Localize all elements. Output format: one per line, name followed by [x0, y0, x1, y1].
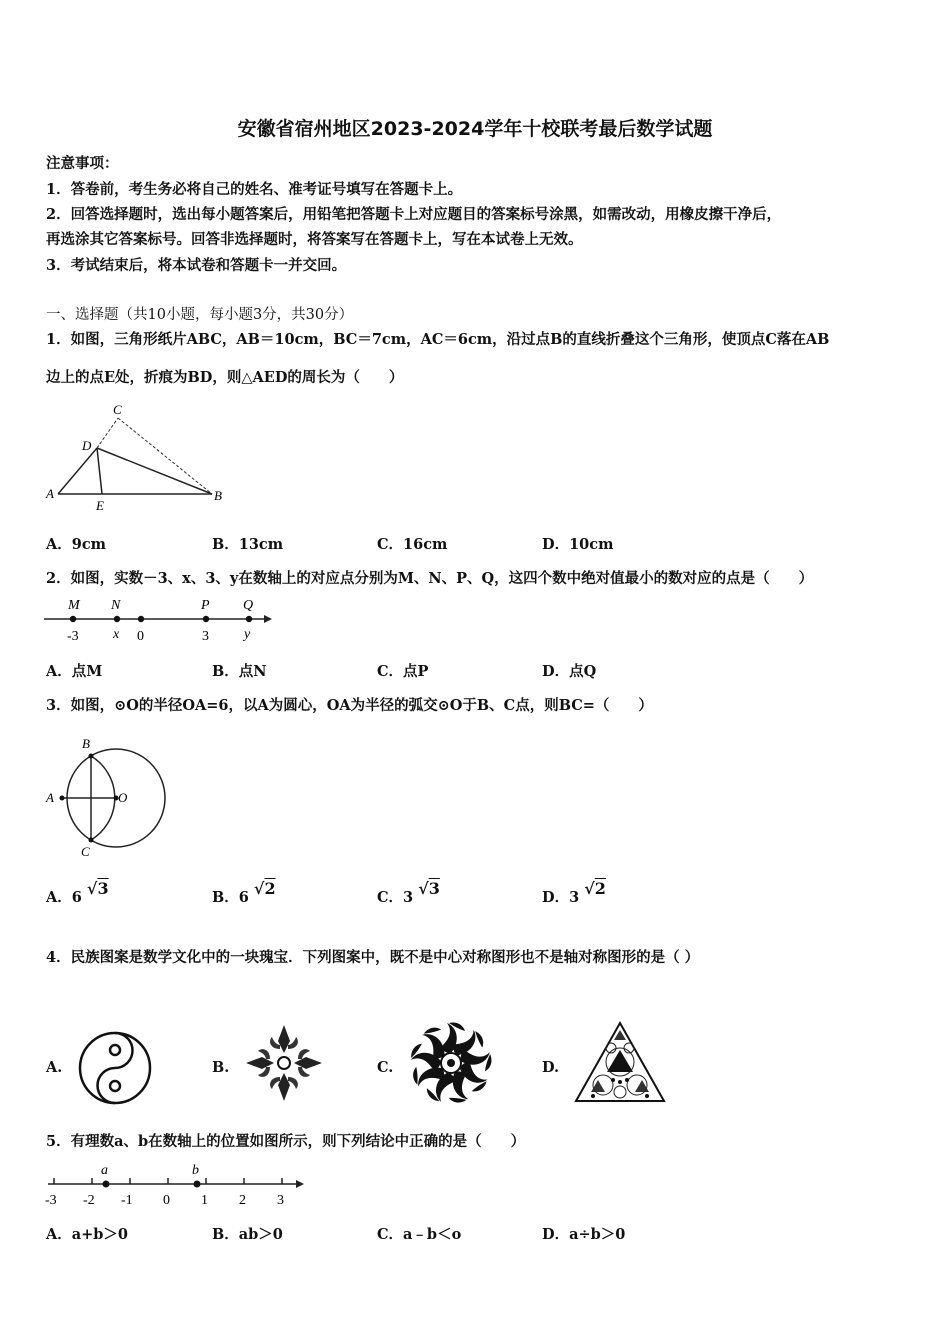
- tick-label: y: [244, 627, 251, 642]
- label-M: M: [68, 598, 80, 613]
- q4-option-b: B.: [212, 1059, 230, 1076]
- tick-label: 0: [163, 1193, 170, 1208]
- tick-label: x: [113, 627, 120, 642]
- q1-option-a: A．9cm: [46, 536, 107, 553]
- q4-option-a: A.: [46, 1059, 63, 1076]
- tick-label: 3: [277, 1193, 284, 1208]
- label-C: C: [81, 844, 90, 859]
- q5-option-c: C．a﹣b＜o: [377, 1226, 462, 1243]
- q3-text: 3．如图，⊙O的半径OA=6，以A为圆心，OA为半径的弧交⊙O于B、C点，则BC=（ ）: [46, 697, 653, 714]
- label-a: a: [101, 1163, 108, 1178]
- q2-option-b: B．点N: [212, 663, 267, 680]
- q4-option-d: D.: [542, 1059, 560, 1076]
- q1-option-d: D．10cm: [542, 536, 614, 553]
- tick-label: 3: [202, 629, 209, 644]
- q3-option-d: D．3 √2: [542, 879, 606, 906]
- tick-label: -1: [121, 1193, 133, 1208]
- notice-item: 2．回答选择题时，选出每小题答案后，用铅笔把答题卡上对应题目的答案标号涂黑，如需改动，用橡皮擦干净后，: [46, 206, 782, 223]
- label-C: C: [113, 402, 122, 417]
- q1-triangle-figure: [44, 400, 234, 515]
- label-P: P: [201, 598, 210, 613]
- q2-option-d: D．点Q: [542, 663, 597, 680]
- q1-text-line2: 边上的点E处，折痕为BD，则△AED的周长为（ ）: [46, 369, 404, 386]
- label-B: B: [214, 488, 222, 503]
- q5-option-b: B．ab＞0: [212, 1226, 283, 1243]
- q4-text: 4．民族图案是数学文化中的一块瑰宝．下列图案中，既不是中心对称图形也不是轴对称图形的是（ ）: [46, 949, 700, 966]
- label-Q: Q: [243, 598, 254, 613]
- q1-text-line1: 1．如图，三角形纸片ABC，AB＝10cm，BC＝7cm，AC＝6cm，沿过点B的直线折叠这个三角形，使顶点C落在AB: [46, 331, 830, 348]
- q5-number-line: [42, 1160, 310, 1210]
- q2-text: 2．如图，实数－3、x、3、y在数轴上的对应点分别为M、N、P、Q，这四个数中绝对值最小的数对应的点是（ ）: [46, 570, 814, 587]
- label-O: O: [118, 790, 128, 805]
- tick-label: 1: [201, 1193, 208, 1208]
- q5-option-a: A．a+b＞0: [46, 1226, 129, 1243]
- q2-number-line: [44, 593, 276, 645]
- label-A: A: [46, 486, 54, 501]
- pinwheel-flower-pattern: [408, 1020, 494, 1106]
- notice-item: 3．考试结束后，将本试卷和答题卡一并交回。: [46, 257, 347, 274]
- q3-circle-figure: [44, 732, 170, 864]
- label-E: E: [96, 498, 104, 513]
- section-heading: 一、选择题（共10小题，每小题3分，共30分）: [46, 307, 354, 323]
- q1-option-c: C．16cm: [377, 536, 448, 553]
- q4-option-c: C.: [377, 1059, 394, 1076]
- fleur-cross-pattern: [243, 1022, 325, 1104]
- tick-label: -2: [83, 1193, 95, 1208]
- q3-option-c: C．3 √3: [377, 879, 440, 906]
- label-D: D: [82, 438, 92, 453]
- q1-option-b: B．13cm: [212, 536, 284, 553]
- tick-label: -3: [67, 629, 79, 644]
- q2-option-c: C．点P: [377, 663, 429, 680]
- label-N: N: [111, 598, 121, 613]
- tick-label: 2: [239, 1193, 246, 1208]
- q5-text: 5．有理数a、b在数轴上的位置如图所示，则下列结论中正确的是（ ）: [46, 1133, 526, 1150]
- q3-option-a: A．6 √3: [46, 879, 109, 906]
- notice-heading: 注意事项：: [46, 155, 119, 172]
- label-B: B: [82, 736, 90, 751]
- notice-item: 再选涂其它答案标号。回答非选择题时，将答案写在答题卡上，写在本试卷上无效。: [46, 231, 583, 248]
- yin-yang-pattern: [77, 1030, 153, 1106]
- notice-item: 1．答卷前，考生务必将自己的姓名、准考证号填写在答题卡上。: [46, 181, 463, 198]
- triangle-ornament-pattern: [573, 1020, 667, 1104]
- q2-option-a: A．点M: [46, 663, 103, 680]
- page-title: 安徽省宿州地区2023-2024学年十校联考最后数学试题: [237, 118, 713, 140]
- label-A: A: [46, 790, 54, 805]
- q3-option-b: B．6 √2: [212, 879, 276, 906]
- q5-option-d: D．a÷b＞0: [542, 1226, 626, 1243]
- tick-label: -3: [45, 1193, 57, 1208]
- label-b: b: [192, 1163, 199, 1178]
- tick-label: 0: [137, 629, 144, 644]
